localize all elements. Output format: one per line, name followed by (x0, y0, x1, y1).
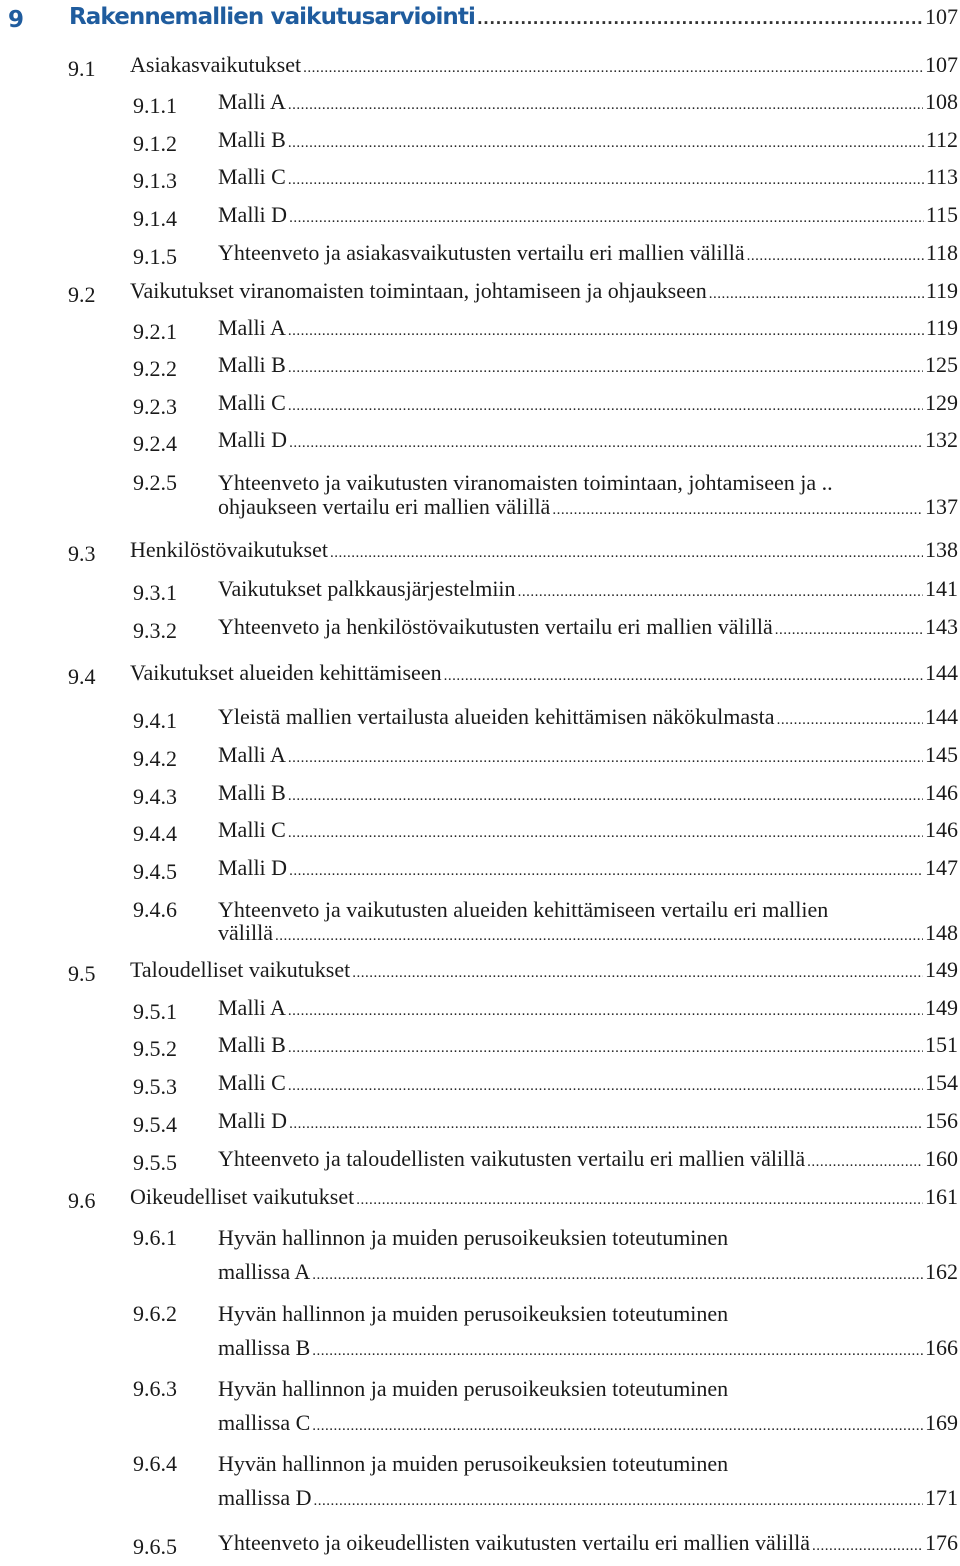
toc-leader-dots (288, 398, 923, 415)
toc-entry-page: 137 (925, 494, 958, 519)
toc-entry-number: 9.2.3 (133, 394, 177, 419)
toc-leader-dots (330, 545, 923, 562)
toc-entry-title-line1: Hyvän hallinnon ja muiden perusoikeuksien toteutuminen (218, 1301, 729, 1326)
toc-entry-number: 9.4.6 (133, 897, 177, 922)
toc-leader-dots (777, 712, 923, 729)
toc-leader-dots (288, 323, 924, 340)
toc-entry-number: 9.2.1 (133, 319, 177, 344)
toc-entry-number: 9.6.2 (133, 1301, 177, 1326)
toc-leader-dots (288, 172, 924, 189)
toc-leader-dots (288, 97, 923, 114)
toc-entry-number: 9.4.4 (133, 821, 177, 846)
toc-entry-number: 9.5.1 (133, 999, 177, 1024)
toc-entry-number: 9.2.2 (133, 356, 177, 381)
toc-entry-number: 9.1.3 (133, 168, 177, 193)
toc-leader-dots (288, 135, 924, 152)
toc-entry-title: Malli D (218, 427, 288, 452)
toc-entry-title: Malli A (218, 315, 286, 340)
toc-entry-number: 9.6 (68, 1188, 96, 1213)
toc-entry-page: 119 (925, 278, 958, 303)
toc-entry-page: 161 (925, 1184, 958, 1209)
toc-entry-title: Yleistä mallien vertailusta alueiden kehittämisen näkökulmasta (218, 704, 775, 729)
toc-entry-page: 160 (925, 1146, 958, 1171)
toc-entry-page: 115 (925, 202, 958, 227)
toc-entry-number: 9.4.5 (133, 859, 177, 884)
toc-leader-dots (288, 825, 923, 842)
toc-leader-dots (288, 360, 923, 377)
toc-leader-dots (518, 584, 923, 601)
toc-entry-number: 9.6.4 (133, 1451, 177, 1476)
toc-entry-title: Malli B (218, 127, 286, 152)
toc-leader-dots (312, 1343, 923, 1360)
toc-leader-dots (552, 502, 923, 519)
toc-entry-title: Henkilöstövaikutukset (130, 537, 328, 562)
toc-entry-number: 9.1.1 (133, 93, 177, 118)
toc-leader-dots (709, 286, 924, 303)
toc-entry-page: 143 (925, 614, 958, 639)
toc-entry-title: Yhteenveto ja henkilöstövaikutusten vertailu eri mallien välillä (218, 614, 773, 639)
toc-entry-title: Malli C (218, 817, 286, 842)
toc-entry-title: Yhteenveto ja taloudellisten vaikutusten vertailu eri mallien välillä (218, 1146, 806, 1171)
toc-entry-title-line1: Yhteenveto ja vaikutusten alueiden kehittämiseen vertailu eri mallien (218, 897, 829, 922)
toc-entry-title: Malli B (218, 780, 286, 805)
toc-entry-page: 151 (925, 1032, 958, 1057)
toc-entry-page: 138 (925, 537, 958, 562)
toc-entry-title-line1: Hyvän hallinnon ja muiden perusoikeuksien toteutuminen (218, 1451, 729, 1476)
toc-entry-page: 148 (925, 920, 958, 945)
toc-entry-page: 107 (925, 52, 958, 77)
toc-entry-number: 9.3 (68, 541, 96, 566)
toc-entry-title: Rakennemallien vaikutusarviointi (69, 4, 475, 30)
toc-entry-title: Malli C (218, 164, 286, 189)
toc-entry-page: 149 (925, 957, 958, 982)
toc-entry-number: 9 (8, 7, 24, 33)
toc-entry-number: 9.6.1 (133, 1225, 177, 1250)
toc-entry-page: 146 (925, 817, 958, 842)
toc-entry-title: Malli D (218, 855, 288, 880)
toc-entry-number: 9.5 (68, 961, 96, 986)
toc-leader-dots (807, 1154, 923, 1171)
toc-entry-number: 9.6.5 (133, 1534, 177, 1559)
toc-entry-number: 9.1 (68, 56, 96, 81)
toc-entry-number: 9.2.5 (133, 470, 177, 495)
toc-leader-dots (288, 1003, 923, 1020)
toc-entry-page: 144 (925, 660, 958, 685)
toc-entry-page: 146 (925, 780, 958, 805)
toc-entry-number: 9.5.4 (133, 1112, 177, 1137)
toc-entry-number: 9.2 (68, 282, 96, 307)
toc-entry-title: Oikeudelliset vaikutukset (130, 1184, 355, 1209)
toc-entry-number: 9.1.4 (133, 206, 177, 231)
toc-entry-page: 108 (925, 89, 958, 114)
toc-entry-title: Malli B (218, 1032, 286, 1057)
toc-leader-dots (352, 965, 923, 982)
toc-entry-title: Vaikutukset palkkausjärjestelmiin (218, 576, 516, 601)
toc-entry-page: 144 (925, 704, 958, 729)
toc-entry-page: 176 (925, 1530, 958, 1555)
toc-leader-dots (288, 1078, 923, 1095)
toc-entry-title: Vaikutukset alueiden kehittämiseen (130, 660, 442, 685)
toc-entry-title-line1: Yhteenveto ja vaikutusten viranomaisten toimintaan, johtamiseen ja .. (218, 470, 833, 495)
toc-entry-number: 9.3.1 (133, 580, 177, 605)
toc-leader-dots (747, 248, 924, 265)
toc-leader-dots (314, 1493, 924, 1510)
toc-entry-page: 145 (925, 742, 958, 767)
toc-entry-title: Vaikutukset viranomaisten toimintaan, johtamiseen ja ohjaukseen (130, 278, 707, 303)
toc-entry-page: 107 (925, 4, 958, 29)
toc-leader-dots (275, 928, 923, 945)
toc-entry-number: 9.3.2 (133, 618, 177, 643)
toc-entry-page: 154 (925, 1070, 958, 1095)
toc-entry-title: Yhteenveto ja oikeudellisten vaikutusten vertailu eri mallien välillä (218, 1530, 810, 1555)
toc-leader-dots (312, 1418, 923, 1435)
toc-entry-number: 9.4 (68, 664, 96, 689)
toc-entry-page: 171 (925, 1485, 958, 1510)
toc-entry-title: Malli C (218, 390, 286, 415)
toc-entry-page: 125 (925, 352, 958, 377)
toc-leader-dots (289, 863, 923, 880)
toc-entry-title-line2: välillä (218, 920, 273, 945)
toc-entry-page: 141 (925, 576, 958, 601)
toc-entry-page: 156 (925, 1108, 958, 1133)
toc-entry-number: 9.5.3 (133, 1074, 177, 1099)
toc-entry-title: Malli D (218, 1108, 288, 1133)
toc-entry-title: Malli D (218, 202, 288, 227)
toc-entry-number: 9.6.3 (133, 1376, 177, 1401)
toc-leader-dots (444, 668, 923, 685)
toc-entry-number: 9.1.2 (133, 131, 177, 156)
toc-entry-title: Malli A (218, 995, 286, 1020)
toc-entry-page: 119 (925, 315, 958, 340)
toc-entry-title-line2: ohjaukseen vertailu eri mallien välillä (218, 494, 551, 519)
toc-leader-dots (288, 788, 923, 805)
toc-leader-dots (775, 622, 923, 639)
toc-leader-dots (288, 1040, 923, 1057)
toc-entry-title-line2: mallissa B (218, 1335, 311, 1360)
toc-entry-page: 118 (925, 240, 958, 265)
toc-entry-page: 149 (925, 995, 958, 1020)
toc-leader-dots (812, 1538, 923, 1555)
toc-entry-number: 9.4.1 (133, 708, 177, 733)
toc-entry-title-line2: mallissa D (218, 1485, 312, 1510)
toc-leader-dots (356, 1192, 923, 1209)
toc-entry-number: 9.5.2 (133, 1036, 177, 1061)
toc-leader-dots (303, 60, 923, 77)
toc-leader-dots (289, 210, 924, 227)
toc-entry-number: 9.2.4 (133, 431, 177, 456)
toc-entry-number: 9.4.2 (133, 746, 177, 771)
toc-leader-dots (312, 1267, 923, 1284)
toc-entry-title: Malli A (218, 89, 286, 114)
toc-entry-title: Taloudelliset vaikutukset (130, 957, 351, 982)
toc-leader-dots (289, 435, 923, 452)
toc-entry-title: Yhteenveto ja asiakasvaikutusten vertailu eri mallien välillä (218, 240, 745, 265)
toc-entry-page: 162 (925, 1259, 958, 1284)
toc-entry-title: Malli C (218, 1070, 286, 1095)
toc-entry-page: 132 (925, 427, 958, 452)
toc-entry-number: 9.4.3 (133, 784, 177, 809)
toc-entry-number: 9.5.5 (133, 1150, 177, 1175)
toc-entry-title-line2: mallissa C (218, 1410, 311, 1435)
toc-entry-title-line1: Hyvän hallinnon ja muiden perusoikeuksien toteutuminen (218, 1225, 729, 1250)
toc-entry-title: Malli A (218, 742, 286, 767)
toc-entry-page: 169 (925, 1410, 958, 1435)
toc-entry-number: 9.1.5 (133, 244, 177, 269)
toc-entry-title-line2: mallissa A (218, 1259, 311, 1284)
toc-entry-page: 112 (925, 127, 958, 152)
toc-leader-dots (288, 750, 923, 767)
toc-leader-dots (477, 10, 923, 28)
toc-entry-title-line1: Hyvän hallinnon ja muiden perusoikeuksien toteutuminen (218, 1376, 729, 1401)
toc-entry-title: Malli B (218, 352, 286, 377)
toc-leader-dots (289, 1116, 923, 1133)
toc-entry-page: 113 (925, 164, 958, 189)
toc-entry-page: 129 (925, 390, 958, 415)
toc-entry-title: Asiakasvaikutukset (130, 52, 302, 77)
toc-entry-page: 147 (925, 855, 958, 880)
toc-entry-page: 166 (925, 1335, 958, 1360)
